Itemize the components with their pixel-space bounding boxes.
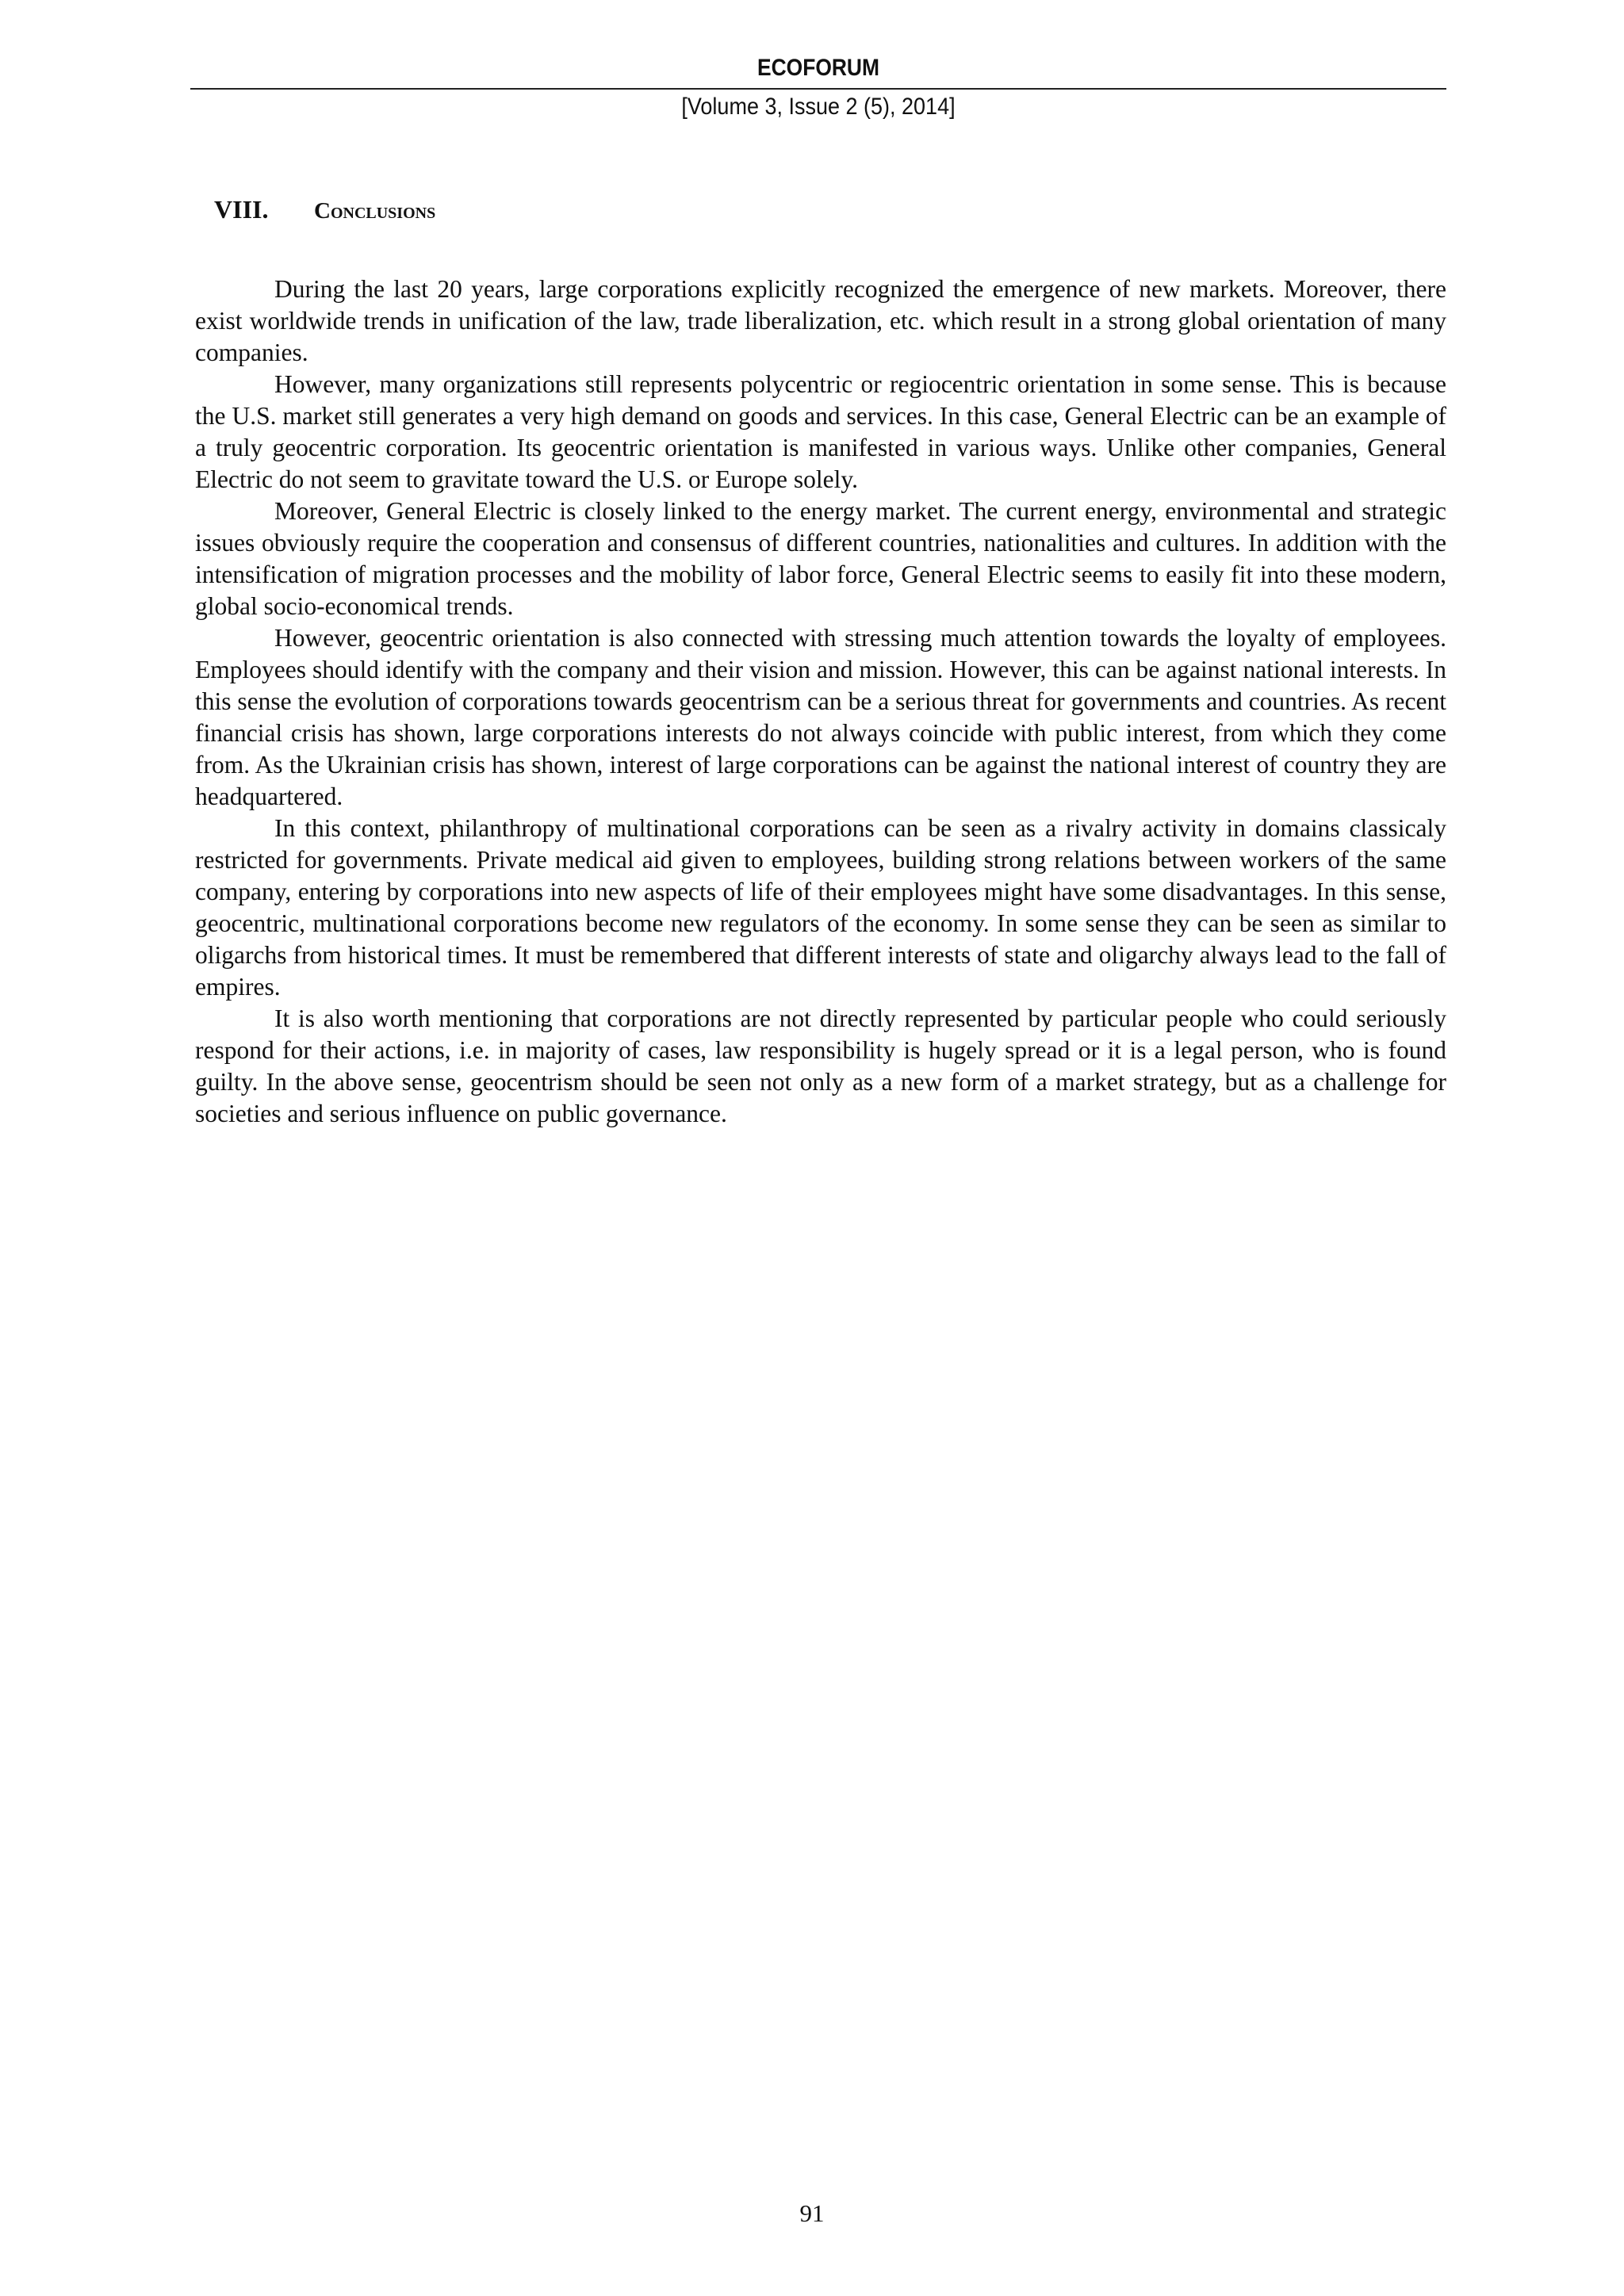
header-rule (190, 88, 1446, 90)
paragraph: It is also worth mentioning that corporations are not directly represented by particular people who could seriously respond for their actions, i.e. in majority of cases, law responsibility is hugely spread or it is a legal person, who is found guilty. In the above sense, geocentrism should be seen not only as a new form of a market strategy, but as a challenge for societies and serious influence on public governance. (195, 1004, 1446, 1127)
paragraph: Moreover, General Electric is closely linked to the energy market. The current energy, environmental and strategic issues obviously require the cooperation and consensus of different countries, nationalities and cultures. In addition with the intensification of migration processes and the mobility of labor force, General Electric seems to easily fit into these modern, global socio-economical trends. (195, 497, 1446, 620)
issue-info: [Volume 3, Issue 2 (5), 2014] (681, 94, 956, 120)
section-number: VIII. (214, 195, 269, 224)
paragraph: However, geocentric orientation is also connected with stressing much attention towards the loyalty of employees. Employees should identify with the company and their vision and mission. However, this can be against national interests. In this sense the evolution of corporations towards geocentrism can be a serious threat for governments and countries. As recent financial crisis has shown, large corporations interests do not always coincide with public interest, from which they come from. As the Ukrainian crisis has shown, interest of large corporations can be against the national interest of country they are headquartered. (195, 624, 1446, 810)
section-heading (214, 192, 435, 232)
journal-name: ECOFORUM (757, 55, 879, 81)
section-title: Conclusions (314, 198, 436, 224)
body-text (195, 274, 1446, 1130)
paragraph: During the last 20 years, large corporations explicitly recognized the emergence of new markets. Moreover, there exist worldwide trends in unification of the law, trade liberalization, etc. which result in a strong global orientation of many companies. (195, 275, 1446, 366)
paragraph: In this context, philanthropy of multinational corporations can be seen as a rivalry activity in domains classicaly restricted for governments. Private medical aid given to employees, building strong relations between workers of the same company, entering by corporations into new aspects of life of their employees might have some disadvantages. In this sense, geocentric, multinational corporations become new regulators of the economy. In some sense they can be seen as similar to oligarchs from historical times. It must be remembered that different interests of state and oligarchy always lead to the fall of empires. (195, 814, 1446, 1001)
running-header (190, 51, 1446, 86)
page-number: 91 (799, 2199, 825, 2227)
paragraph: However, many organizations still represents polycentric or regiocentric orientation in some sense. This is because the U.S. market still generates a very high demand on goods and services. In this case, General Electric can be an example of a truly geocentric corporation. Its geocentric orientation is manifested in various ways. Unlike other companies, General Electric do not seem to gravitate toward the U.S. or Europe solely. (195, 370, 1446, 493)
